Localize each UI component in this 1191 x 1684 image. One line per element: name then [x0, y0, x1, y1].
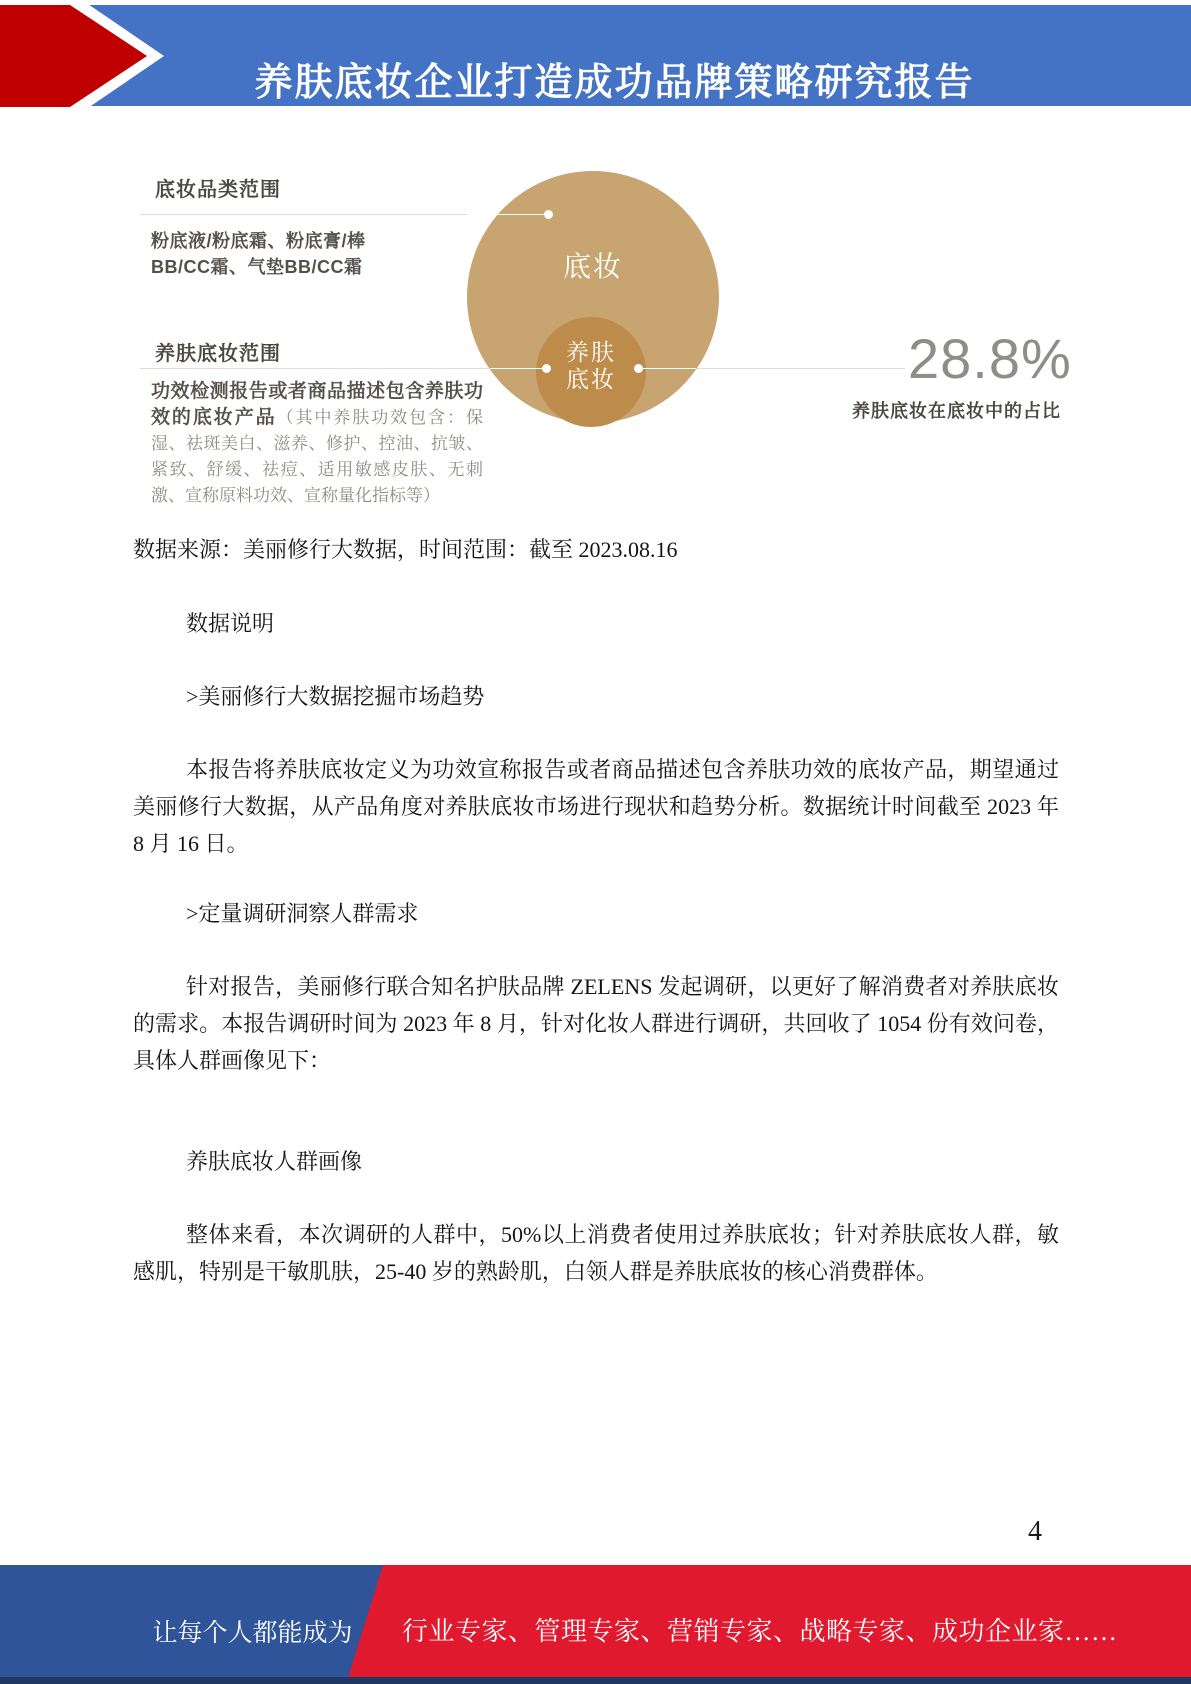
section-subhead: >定量调研洞察人群需求 — [186, 901, 419, 926]
footer-slogan-left: 让每个人都能成为 — [152, 1620, 353, 1647]
section-paragraph: 整体来看，本次调研的人群中，50%以上消费者使用过养肤底妆；针对养肤底妆人群，敏感肌，特别是干敏肌肤，25-40 岁的熟龄肌，白领人群是养肤底妆的核心消费群体。 — [133, 1222, 1059, 1284]
category-scope-line: 粉底液/粉底霜、粉底膏/棒 — [151, 231, 366, 251]
connector-dot — [544, 210, 553, 219]
section-subhead: 养肤底妆人群画像 — [186, 1149, 363, 1174]
category-scope-items — [151, 228, 366, 280]
connector-line — [643, 368, 696, 369]
section-paragraph: 针对报告，美丽修行联合知名护肤品牌 ZELENS 发起调研，以更好了解消费者对养肤底妆的需求。本报告调研时间为 2023 年 8 月，针对化妆人群进行调研，共回收了 1054 份有效问卷，具体人群画像见下： — [133, 974, 1059, 1073]
connector-line — [467, 214, 546, 215]
venn-outer-label: 底妆 — [562, 251, 623, 282]
section-subhead: 数据说明 — [186, 611, 275, 636]
footer-slogan-right: 行业专家、管理专家、营销专家、战略专家、成功企业家…… — [402, 1617, 1118, 1646]
skincare-scope-heading: 养肤底妆范围 — [155, 343, 281, 365]
footer-navy-strip — [0, 1677, 1191, 1684]
definition-bold-text: 功效检测报告或者商品描述包含养肤功 — [151, 381, 483, 402]
stat-value: 28.8% — [908, 327, 1072, 390]
connector-line — [696, 368, 905, 369]
venn-inner-label — [536, 339, 646, 393]
definition-note-text: （其中养肤功效包含：保湿、祛斑美白、滋养、修护、控油、抗皱、紧致、舒缓、祛痘、适用敏感皮肤、无刺激、宣称原料功效、宣称量化指标等） — [151, 408, 483, 505]
venn-inner-label-line: 底妆 — [566, 366, 616, 392]
connector-line — [140, 214, 467, 215]
page-footer — [0, 1565, 1191, 1684]
data-source-line: 数据来源：美丽修行大数据，时间范围：截至 2023.08.16 — [133, 537, 678, 562]
definition-bold-text: 效的底妆产品 — [151, 407, 277, 428]
category-scope-heading: 底妆品类范围 — [155, 179, 281, 201]
skincare-scope-definition — [151, 379, 483, 509]
venn-inner-label-line: 养肤 — [566, 339, 616, 365]
section-subhead: >美丽修行大数据挖掘市场趋势 — [186, 684, 485, 709]
stat-caption: 养肤底妆在底妆中的占比 — [852, 401, 1061, 421]
page-number: 4 — [1028, 1516, 1042, 1547]
page-title: 养肤底妆企业打造成功品牌策略研究报告 — [254, 62, 975, 105]
connector-line — [140, 368, 490, 369]
section-paragraph: 本报告将养肤底妆定义为功效宣称报告或者商品描述包含养肤功效的底妆产品，期望通过美丽修行大数据，从产品角度对养肤底妆市场进行现状和趋势分析。数据统计时间截至 2023 年 8 月 16 日。 — [133, 757, 1059, 856]
category-scope-line: BB/CC霜、气垫BB/CC霜 — [151, 257, 363, 277]
